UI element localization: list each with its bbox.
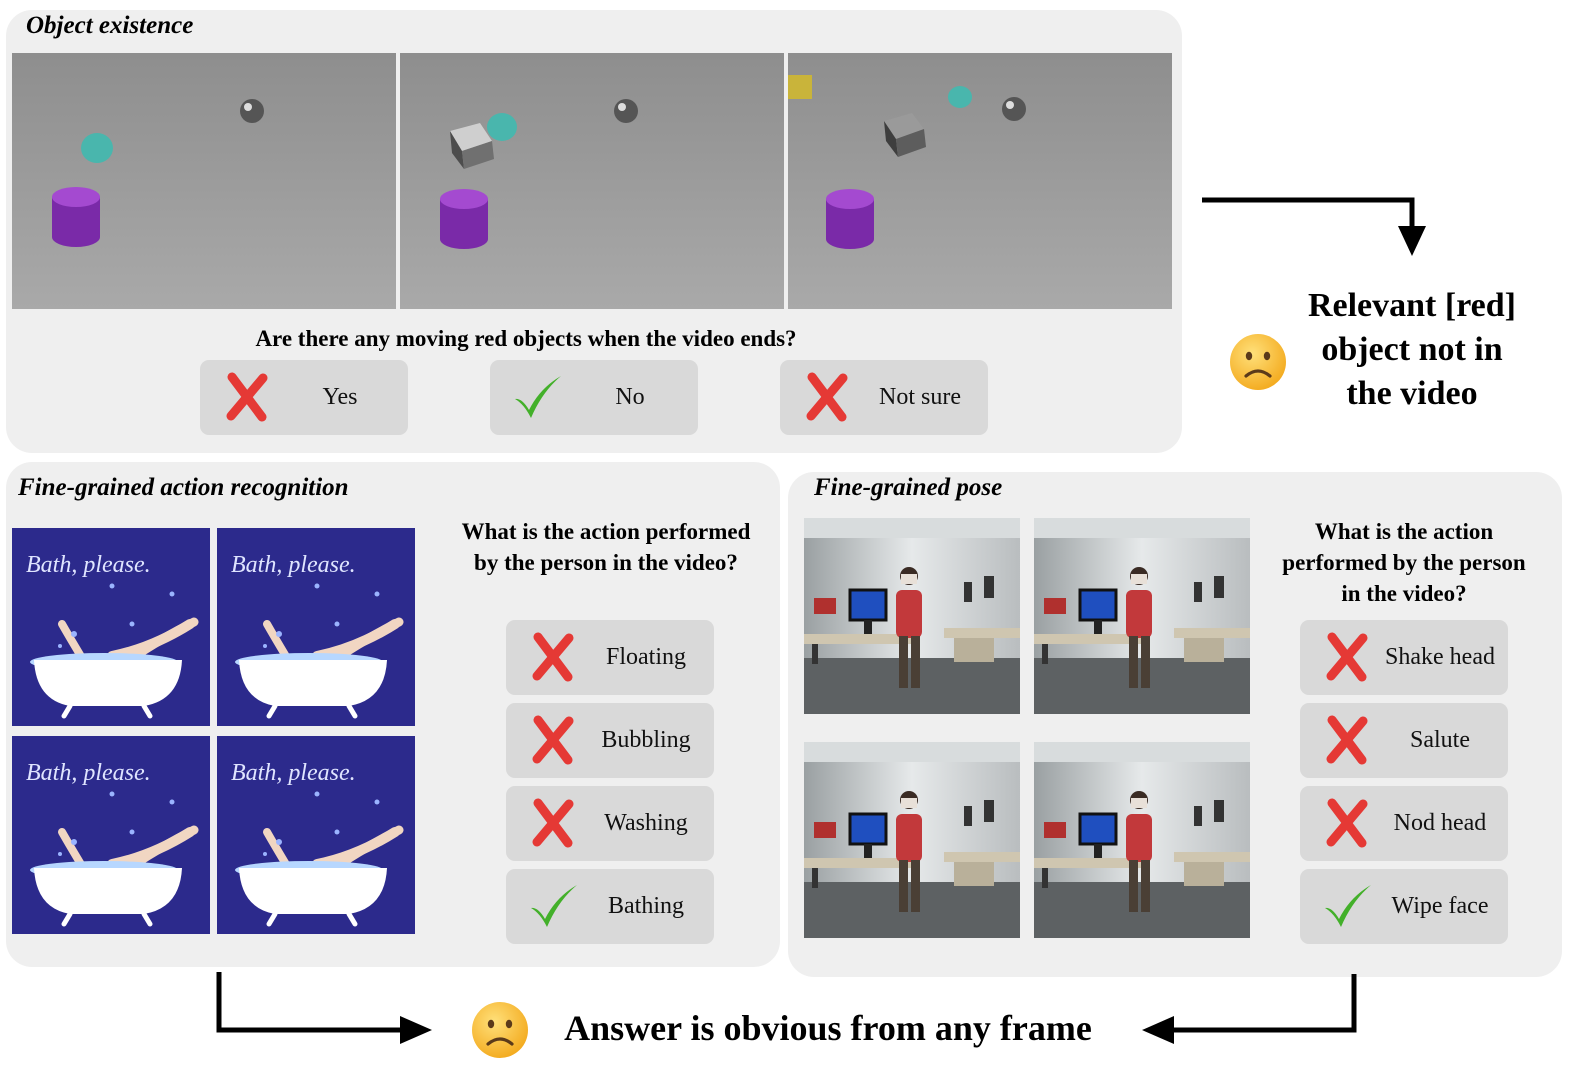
object-existence-panel [6, 10, 1182, 453]
option-label: No [615, 384, 645, 410]
object-existence-question: Are there any moving red objects when the video ends? [255, 326, 797, 351]
video-frame-2 [400, 53, 784, 309]
cross-icon [802, 372, 852, 422]
bath-frame-4 [217, 736, 415, 934]
bath-frame-2 [217, 528, 415, 726]
bottom-note: Answer is obvious from any frame [564, 1008, 1092, 1048]
option-label: Floating [605, 644, 686, 670]
question-line-1: What is the action performed [461, 519, 751, 544]
option-label: Washing [604, 810, 688, 836]
option-label: Salute [1410, 727, 1470, 753]
bath-frame-3 [12, 736, 210, 934]
arrow-head-left [1142, 1016, 1174, 1044]
cross-icon [1322, 798, 1372, 848]
option-wipe-face[interactable] [1300, 869, 1508, 944]
object-existence-title: Object existence [26, 12, 194, 39]
side-note-line-3: the video [1346, 375, 1478, 412]
cross-icon [222, 372, 272, 422]
pose-frame-4 [1034, 742, 1250, 938]
option-no[interactable] [490, 360, 698, 435]
option-shake-head[interactable] [1300, 620, 1508, 695]
video-frame-1 [12, 53, 396, 309]
option-bathing[interactable] [506, 869, 714, 944]
question-line-2: by the person in the video? [474, 550, 738, 575]
option-nod-head[interactable] [1300, 786, 1508, 861]
option-label: Bathing [608, 893, 684, 919]
option-bubbling[interactable] [506, 703, 714, 778]
cross-icon [1322, 632, 1372, 682]
arrow-head-down [1398, 226, 1426, 256]
action-recognition-panel [6, 462, 780, 967]
question-line-2: performed by the person [1282, 550, 1526, 575]
pose-question [1254, 516, 1554, 609]
side-note-line-2: object not in [1321, 331, 1503, 368]
bath-frame-1 [12, 528, 210, 726]
check-icon [512, 372, 562, 422]
option-label: Wipe face [1391, 893, 1489, 919]
option-label: Not sure [879, 384, 961, 410]
side-note-line-1: Relevant [red] [1307, 287, 1517, 324]
option-salute[interactable] [1300, 703, 1508, 778]
question-line-1: What is the action [1314, 519, 1494, 544]
option-floating[interactable] [506, 620, 714, 695]
option-label: Shake head [1385, 644, 1495, 670]
option-label: Bubbling [601, 727, 691, 753]
video-frame-3 [788, 53, 1172, 309]
bath-caption: Bath, please. [231, 760, 356, 786]
cross-icon [528, 632, 578, 682]
bath-caption: Bath, please. [26, 552, 151, 578]
option-label: Nod head [1393, 810, 1487, 836]
pose-panel [788, 472, 1562, 977]
question-line-3: in the video? [1341, 581, 1467, 606]
bath-caption: Bath, please. [26, 760, 151, 786]
option-not-sure[interactable] [780, 360, 988, 435]
pose-title: Fine-grained pose [814, 474, 1003, 501]
arrow-head-right [400, 1016, 432, 1044]
option-washing[interactable] [506, 786, 714, 861]
frowning-face-icon [470, 1000, 530, 1060]
pose-frame-2 [1034, 518, 1250, 714]
check-icon [1322, 881, 1372, 931]
pose-frame-1 [804, 518, 1020, 714]
cross-icon [528, 798, 578, 848]
bath-caption: Bath, please. [231, 552, 356, 578]
cross-icon [528, 715, 578, 765]
option-yes[interactable] [200, 360, 408, 435]
side-note [1276, 284, 1548, 416]
check-icon [528, 881, 578, 931]
cross-icon [1322, 715, 1372, 765]
action-recognition-title: Fine-grained action recognition [18, 474, 349, 501]
action-recognition-question [436, 516, 776, 578]
pose-frame-3 [804, 742, 1020, 938]
option-label: Yes [322, 384, 358, 410]
